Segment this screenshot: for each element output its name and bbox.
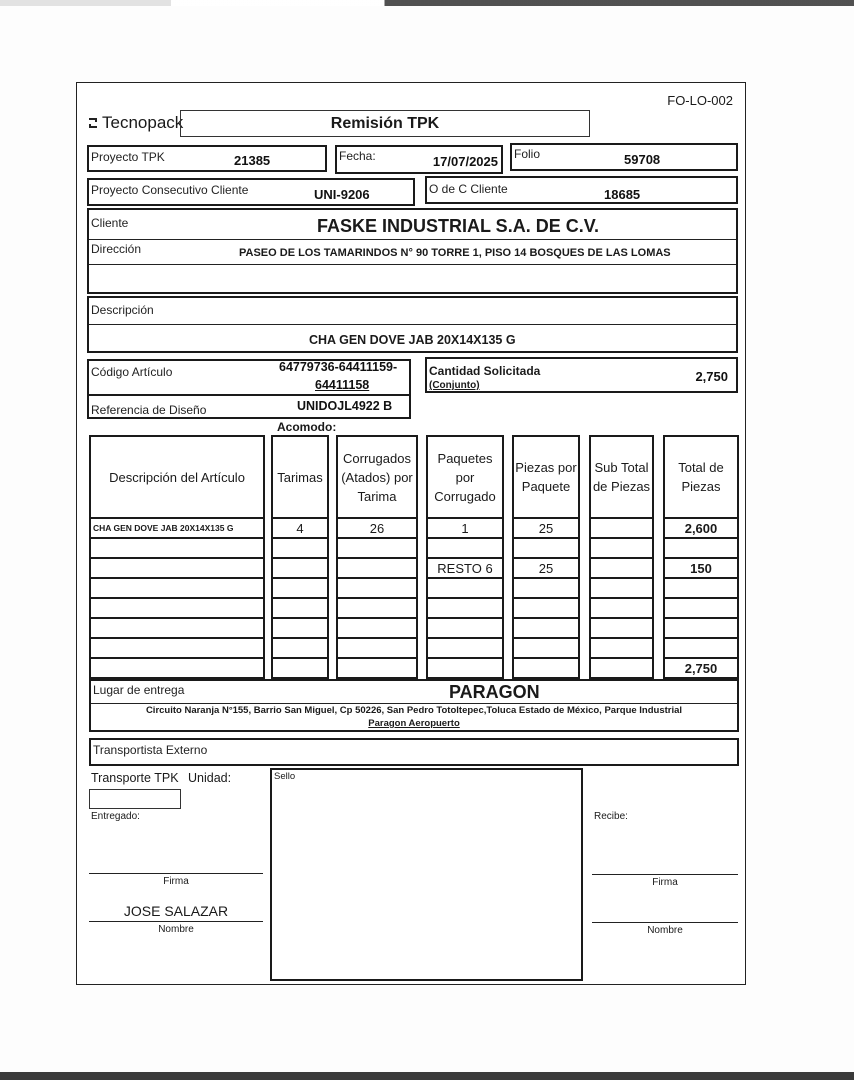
cantidad-solicitada-sublabel: (Conjunto) — [429, 380, 480, 391]
entregado-nombre-value: JOSE SALAZAR — [123, 903, 229, 919]
entregado-nombre-line — [89, 921, 263, 922]
table-cell — [512, 539, 580, 559]
proyecto-tpk-field — [87, 145, 327, 172]
table-cell: 25 — [512, 519, 580, 539]
col-descripcion — [89, 435, 265, 679]
table-cell — [589, 619, 654, 639]
unidad-label: Unidad: — [188, 771, 232, 785]
table-cell — [89, 619, 265, 639]
sello-label: Sello — [274, 771, 296, 782]
divider — [89, 239, 736, 240]
table-cell — [336, 659, 418, 679]
table-cell — [89, 659, 265, 679]
table-cell — [663, 539, 739, 559]
table-cell — [512, 659, 580, 679]
table-cell — [589, 519, 654, 539]
cantidad-solicitada-field — [425, 357, 738, 393]
header-total: Total de Piezas — [663, 435, 739, 519]
fecha-label: Fecha: — [339, 149, 376, 163]
table-cell — [271, 659, 329, 679]
sello-box — [270, 768, 583, 981]
folio-field — [510, 143, 738, 171]
remision-form — [76, 82, 746, 985]
table-cell: 150 — [663, 559, 739, 579]
table-cell — [512, 619, 580, 639]
recibe-nombre-label: Nombre — [647, 925, 683, 936]
logo-text: Tecnopack — [102, 113, 184, 132]
referencia-diseno-label: Referencia de Diseño — [91, 403, 207, 417]
referencia-diseno-field — [87, 394, 411, 419]
col-subtotal — [589, 435, 654, 679]
table-cell — [89, 559, 265, 579]
header-corrugados: Corrugados (Atados) por Tarima — [336, 435, 418, 519]
folio-label: Folio — [514, 147, 541, 161]
scan-edge-top — [0, 0, 854, 6]
divider — [89, 264, 736, 265]
table-cell — [589, 539, 654, 559]
descripcion-block — [87, 296, 738, 353]
table-cell — [271, 559, 329, 579]
col-piezas-paquete — [512, 435, 580, 679]
codigo-articulo-line1: 64779736-64411159- — [279, 360, 398, 374]
divider — [89, 324, 736, 325]
entregado-firma-label: Firma — [163, 876, 189, 887]
table-cell — [589, 559, 654, 579]
direccion-value: PASEO DE LOS TAMARINDOS N° 90 TORRE 1, PISO 14 BOSQUES DE LAS LOMAS — [239, 247, 671, 259]
cliente-block — [87, 208, 738, 294]
table-cell: 2,600 — [663, 519, 739, 539]
table-cell — [426, 579, 504, 599]
lugar-entrega-value: PARAGON — [449, 682, 540, 702]
col-total — [663, 435, 739, 679]
codigo-articulo-line2: 64411158 — [315, 378, 370, 392]
proyecto-consecutivo-value: UNI-9206 — [314, 187, 370, 202]
table-cell — [663, 579, 739, 599]
proyecto-tpk-label: Proyecto TPK — [91, 150, 165, 164]
recibe-firma-label: Firma — [652, 877, 678, 888]
table-cell — [589, 599, 654, 619]
recibe-label: Recibe: — [594, 811, 628, 822]
table-cell: 2,750 — [663, 659, 739, 679]
fecha-field — [335, 145, 503, 174]
table-cell — [89, 639, 265, 659]
table-cell — [336, 599, 418, 619]
table-cell — [589, 659, 654, 679]
table-cell — [271, 599, 329, 619]
table-cell — [589, 579, 654, 599]
table-cell — [663, 639, 739, 659]
descripcion-value: CHA GEN DOVE JAB 20X14X135 G — [309, 333, 516, 347]
lugar-entrega-label: Lugar de entrega — [93, 683, 185, 697]
acomodo-label: Acomodo: — [277, 420, 337, 434]
table-cell — [512, 579, 580, 599]
unidad-input[interactable] — [89, 789, 181, 809]
col-paquetes — [426, 435, 504, 679]
codigo-articulo-field — [87, 359, 411, 396]
table-cell — [336, 619, 418, 639]
table-cell — [426, 539, 504, 559]
entrega-direccion-line2: Paragon Aeropuerto — [368, 718, 460, 729]
orden-compra-field — [425, 176, 738, 204]
table-cell — [336, 559, 418, 579]
proyecto-consecutivo-label: Proyecto Consecutivo Cliente — [91, 183, 249, 197]
header-tarimas: Tarimas — [271, 435, 329, 519]
table-cell — [89, 579, 265, 599]
proyecto-tpk-value: 21385 — [234, 153, 271, 168]
table-cell — [589, 639, 654, 659]
descripcion-label: Descripción — [91, 303, 154, 317]
lugar-entrega-block — [89, 679, 739, 732]
table-cell — [512, 599, 580, 619]
header-paquetes: Paquetes por Corrugado — [426, 435, 504, 519]
table-cell — [336, 639, 418, 659]
fecha-value: 17/07/2025 — [432, 154, 498, 169]
transportista-externo-field — [89, 738, 739, 766]
table-cell — [89, 599, 265, 619]
table-cell — [336, 579, 418, 599]
cantidad-solicitada-label: Cantidad Solicitada — [429, 364, 541, 378]
cliente-label: Cliente — [91, 216, 129, 230]
document-title: Remisión TPK — [180, 110, 590, 137]
table-cell: CHA GEN DOVE JAB 20X14X135 G — [89, 519, 265, 539]
table-cell — [271, 639, 329, 659]
table-cell — [663, 599, 739, 619]
referencia-diseno-value: UNIDOJL4922 B — [297, 399, 393, 413]
transportista-externo-label: Transportista Externo — [93, 743, 208, 757]
cantidad-solicitada-value: 2,750 — [695, 369, 728, 384]
recibe-firma-line — [592, 874, 738, 875]
table-cell — [426, 619, 504, 639]
divider — [91, 703, 737, 704]
header-subtotal: Sub Total de Piezas — [589, 435, 654, 519]
table-cell — [512, 639, 580, 659]
table-cell — [89, 539, 265, 559]
entrega-direccion-line1: Circuito Naranja N°155, Barrio San Miguel, Cp 50226, San Pedro Totoltepec,Toluca Estado de México, Parque Industrial — [145, 705, 683, 716]
folio-value: 59708 — [624, 152, 661, 167]
entregado-firma-line — [89, 873, 263, 874]
table-cell — [271, 539, 329, 559]
recibe-nombre-line — [592, 922, 738, 923]
table-cell: 4 — [271, 519, 329, 539]
col-corrugados — [336, 435, 418, 679]
scan-edge-bottom — [0, 1072, 854, 1080]
table-cell: RESTO 6 — [426, 559, 504, 579]
col-tarimas — [271, 435, 329, 679]
codigo-articulo-label: Código Artículo — [91, 365, 173, 379]
table-cell: 25 — [512, 559, 580, 579]
table-cell — [271, 579, 329, 599]
tecnopack-logo — [87, 113, 183, 133]
entregado-nombre-label: Nombre — [158, 924, 194, 935]
direccion-label: Dirección — [91, 242, 142, 256]
table-cell — [663, 619, 739, 639]
cliente-value: FASKE INDUSTRIAL S.A. DE C.V. — [317, 216, 600, 236]
entregado-label: Entregado: — [91, 811, 140, 822]
table-cell — [426, 659, 504, 679]
table-cell — [336, 539, 418, 559]
transporte-tpk-label: Transporte TPK — [91, 771, 179, 785]
tecnopack-logo-icon — [87, 117, 99, 129]
orden-compra-label: O de C Cliente — [429, 182, 508, 196]
table-cell: 26 — [336, 519, 418, 539]
orden-compra-value: 18685 — [604, 187, 641, 202]
table-cell — [271, 619, 329, 639]
table-cell — [426, 639, 504, 659]
header-descripcion: Descripción del Artículo — [89, 435, 265, 519]
table-cell: 1 — [426, 519, 504, 539]
header-piezas-paquete: Piezas por Paquete — [512, 435, 580, 519]
form-code: FO-LO-002 — [667, 93, 733, 108]
proyecto-consecutivo-field — [87, 178, 415, 206]
table-cell — [426, 599, 504, 619]
